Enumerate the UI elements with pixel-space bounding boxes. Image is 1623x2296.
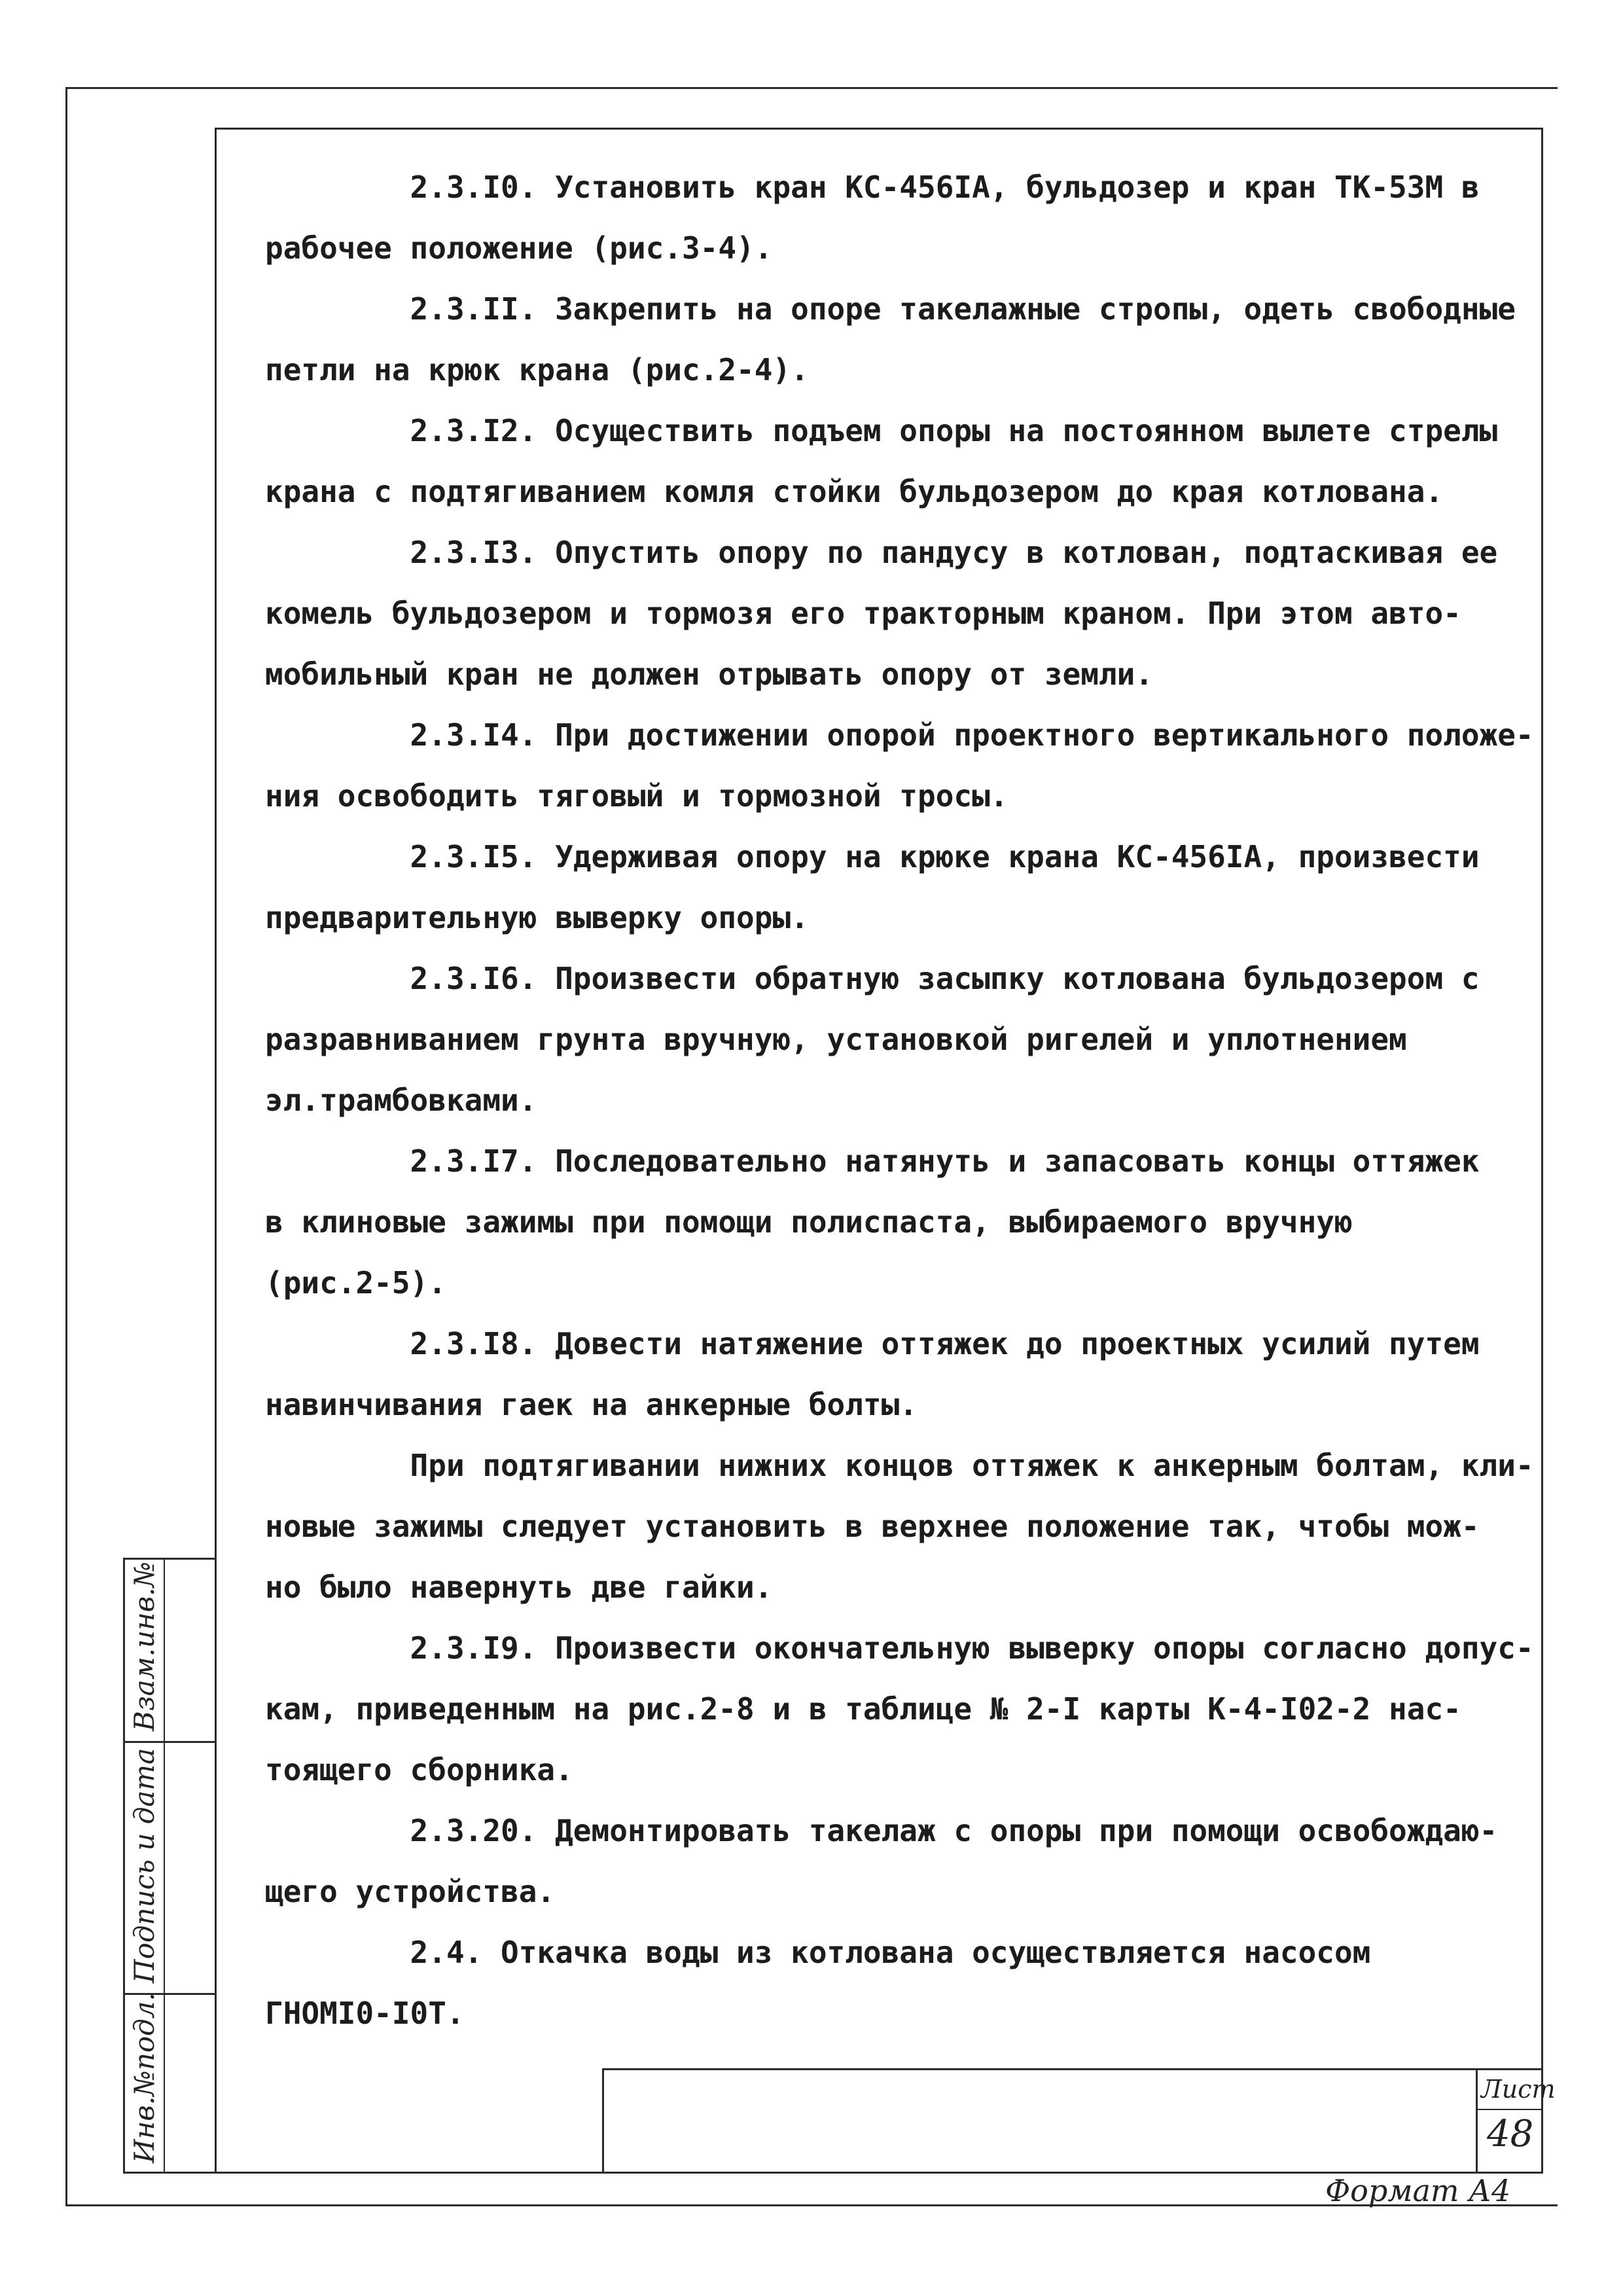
paragraph-line: 2.3.I0. Установить кран КС-456IА, бульдозер и кран ТК-53М в	[265, 170, 1480, 205]
title-block-top	[602, 2068, 1543, 2070]
paragraph-line: мобильный кран не должен отрывать опору от земли.	[265, 656, 1154, 692]
sheet-number: 48	[1487, 2113, 1534, 2155]
paragraph-line: ния освободить тяговый и тормозной тросы.	[265, 778, 1008, 814]
paragraph-line: предварительную выверку опоры.	[265, 900, 809, 935]
paragraph	[265, 827, 1508, 948]
paragraph-line: петли на крюк крана (рис.2-4).	[265, 352, 809, 387]
paragraph-line: крана с подтягиванием комля стойки бульдозером до края котлована.	[265, 474, 1444, 509]
inner-top-border	[215, 128, 1543, 130]
paragraph-line: 2.3.I9. Произвести окончательную выверку опоры согласно допус-	[265, 1630, 1534, 1666]
side-stamp-divider-1	[123, 1741, 216, 1743]
paragraph-line: 2.3.I7. Последовательно натянуть и запасовать концы оттяжек	[265, 1143, 1480, 1179]
document-body	[265, 157, 1534, 2044]
paragraph	[265, 1801, 1508, 1922]
side-stamp-top	[123, 1558, 216, 1560]
title-block-sheet-divider	[1476, 2109, 1541, 2110]
paragraph	[265, 705, 1534, 827]
paragraph-line: рабочее положение (рис.3-4).	[265, 230, 773, 266]
sheet-label: Лист	[1481, 2075, 1556, 2104]
paragraph-line: 2.3.I5. Удерживая опору на крюке крана КС-456IА, произвести	[265, 839, 1480, 874]
paragraph-line: щего устройства.	[265, 1874, 556, 1909]
paragraph-line: 2.3.I3. Опустить опору по пандусу в котлован, подтаскивая ее	[265, 535, 1498, 570]
paragraph-line: разравниванием грунта вручную, установкой ригелей и уплотнением	[265, 1022, 1407, 1057]
paragraph-line: ГНОМI0-I0Т.	[265, 1996, 465, 2031]
paragraph-line: При подтягивании нижних концов оттяжек к анкерным болтам, кли-	[265, 1448, 1534, 1483]
paragraph-line: но было навернуть две гайки.	[265, 1570, 773, 1605]
side-stamp-inv-original: Инв.№подл.	[128, 1992, 160, 2163]
paragraph-line: 2.4. Откачка воды из котлована осуществляется насосом	[265, 1935, 1371, 1970]
paragraph	[265, 157, 1508, 279]
format-label: Формат А4	[1325, 2173, 1511, 2208]
paragraph	[265, 401, 1508, 522]
paragraph	[265, 1618, 1534, 1801]
inner-right-border	[1541, 128, 1543, 2173]
side-stamp-left	[123, 1558, 125, 2173]
paragraph	[265, 1435, 1534, 1618]
side-stamp-signature-date: Подпись и дата	[128, 1748, 160, 1983]
paragraph-line: кам, приведенным на рис.2-8 и в таблице № 2-I карты К-4-I02-2 нас-	[265, 1691, 1461, 1727]
paragraph-line: 2.3.20. Демонтировать такелаж с опоры при помощи освобождаю-	[265, 1813, 1498, 1848]
outer-left-border	[65, 87, 67, 2206]
paragraph	[265, 522, 1508, 705]
paragraph-line: в клиновые зажимы при помощи полиспаста, выбираемого вручную	[265, 1204, 1353, 1240]
paragraph-line: новые зажимы следует установить в верхнее положение так, чтобы мож-	[265, 1509, 1480, 1544]
paragraph-line: эл.трамбовками.	[265, 1083, 537, 1118]
title-block-left	[602, 2068, 604, 2173]
side-stamp-mid	[164, 1558, 165, 2173]
paragraph-line: 2.3.I8. Довести натяжение оттяжек до проектных усилий путем	[265, 1326, 1480, 1361]
paragraph-line: 2.3.I4. При достижении опорой проектного вертикального положе-	[265, 717, 1534, 753]
paragraph	[265, 1314, 1508, 1435]
paragraph-line: тоящего сборника.	[265, 1752, 573, 1787]
paragraph-line: комель бульдозером и тормозя его тракторным краном. При этом авто-	[265, 596, 1461, 631]
outer-top-border	[65, 87, 1558, 89]
paragraph	[265, 948, 1508, 1131]
paragraph-line: навинчивания гаек на анкерные болты.	[265, 1387, 918, 1422]
paragraph	[265, 1131, 1508, 1314]
title-block-sheet-left	[1476, 2068, 1478, 2173]
paragraph-line: 2.3.II. Закрепить на опоре такелажные стропы, одеть свободные	[265, 291, 1516, 327]
paragraph-line: 2.3.I2. Осуществить подъем опоры на постоянном вылете стрелы	[265, 413, 1498, 448]
paragraph	[265, 279, 1516, 401]
paragraph-line: (рис.2-5).	[265, 1265, 446, 1300]
paragraph-line: 2.3.I6. Произвести обратную засыпку котлована бульдозером с	[265, 961, 1480, 996]
side-stamp-replaces-inv: Взам.инв.№	[128, 1561, 160, 1731]
inner-left-border	[215, 128, 217, 2173]
paragraph	[265, 1922, 1508, 2044]
